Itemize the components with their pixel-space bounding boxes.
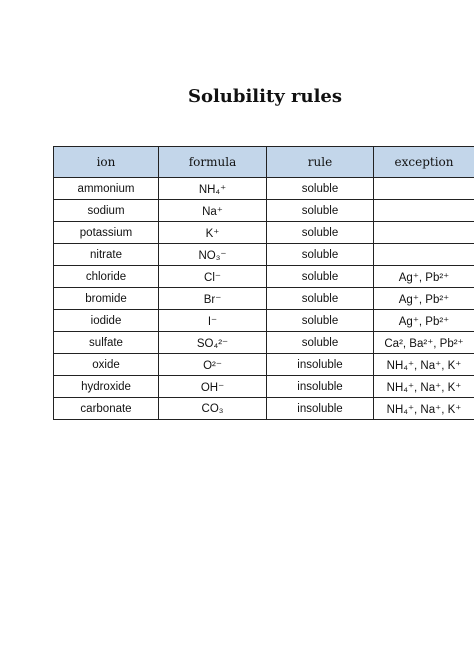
ion-cell: sodium [54,200,159,222]
exception-cell: NH₄⁺, Na⁺, K⁺ [374,376,474,398]
table-header-row [54,147,474,178]
solubility-table [53,146,474,420]
page-title: Solubility rules [187,86,343,107]
table-row [54,244,474,266]
formula-cell: Na⁺ [159,200,267,222]
table-row [54,222,474,244]
table-row [54,376,474,398]
exception-cell: NH₄⁺, Na⁺, K⁺ [374,354,474,376]
exception-cell [374,244,474,266]
rule-cell: soluble [267,178,374,200]
header-formula: formula [159,147,267,178]
table-row [54,200,474,222]
formula-cell: CO₃ [159,398,267,420]
formula-cell: I⁻ [159,310,267,332]
exception-cell [374,222,474,244]
table-row [54,266,474,288]
ion-cell: sulfate [54,332,159,354]
rule-cell: insoluble [267,398,374,420]
ion-cell: iodide [54,310,159,332]
exception-cell: NH₄⁺, Na⁺, K⁺ [374,398,474,420]
table-row [54,178,474,200]
formula-cell: K⁺ [159,222,267,244]
formula-cell: Br⁻ [159,288,267,310]
formula-cell: NO₃⁻ [159,244,267,266]
ion-cell: carbonate [54,398,159,420]
rule-cell: soluble [267,266,374,288]
table-row [54,354,474,376]
rule-cell: soluble [267,288,374,310]
ion-cell: nitrate [54,244,159,266]
exception-cell: Ag⁺, Pb²⁺ [374,288,474,310]
rule-cell: soluble [267,332,374,354]
table-row [54,310,474,332]
header-rule: rule [267,147,374,178]
table-row [54,288,474,310]
header-ion: ion [54,147,159,178]
formula-cell: NH₄⁺ [159,178,267,200]
exception-cell: Ag⁺, Pb²⁺ [374,310,474,332]
rule-cell: insoluble [267,376,374,398]
rule-cell: insoluble [267,354,374,376]
formula-cell: O²⁻ [159,354,267,376]
ion-cell: oxide [54,354,159,376]
exception-cell: Ag⁺, Pb²⁺ [374,266,474,288]
formula-cell: OH⁻ [159,376,267,398]
table-row [54,332,474,354]
rule-cell: soluble [267,310,374,332]
header-exception: exception [374,147,474,178]
exception-cell [374,200,474,222]
exception-cell [374,178,474,200]
ion-cell: potassium [54,222,159,244]
table-row [54,398,474,420]
rule-cell: soluble [267,222,374,244]
ion-cell: ammonium [54,178,159,200]
exception-cell: Ca², Ba²⁺, Pb²⁺ [374,332,474,354]
formula-cell: Cl⁻ [159,266,267,288]
ion-cell: hydroxide [54,376,159,398]
ion-cell: chloride [54,266,159,288]
rule-cell: soluble [267,200,374,222]
rule-cell: soluble [267,244,374,266]
ion-cell: bromide [54,288,159,310]
formula-cell: SO₄²⁻ [159,332,267,354]
